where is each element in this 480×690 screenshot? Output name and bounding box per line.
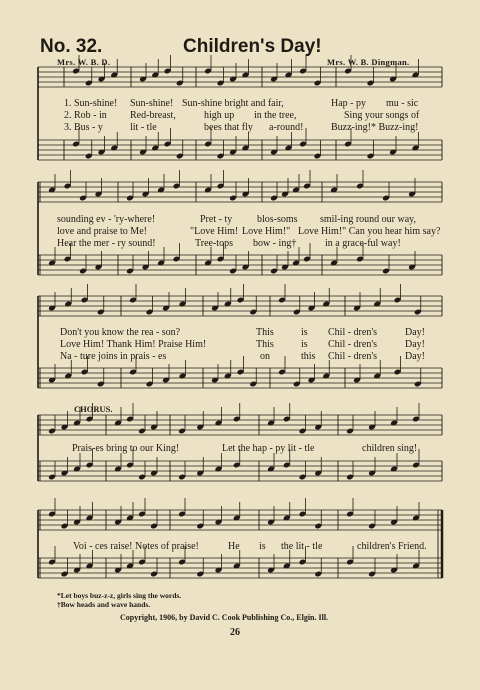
hymn-title: Children's Day!	[183, 36, 322, 57]
lyric-word: Love Him!" Can you hear him say?	[298, 226, 441, 237]
lyric-line	[57, 226, 461, 238]
chorus-label: CHORUS.	[74, 404, 113, 414]
lyric-line	[60, 351, 464, 363]
lyric-word: Day!	[405, 339, 425, 350]
lyric-word: Don't you know the rea - son?	[60, 327, 181, 338]
lyric-word: 3. Bus - y	[64, 122, 103, 133]
lyric-word: Hap - py	[331, 98, 366, 109]
lyric-word: Love Him!"	[242, 226, 291, 237]
lyric-word: in the tree,	[254, 110, 297, 121]
lyric-word: Day!	[405, 327, 425, 338]
copyright-notice: Copyright, 1906, by David C. Cook Publishing Co., Elgin. Ill.	[120, 613, 329, 622]
lyric-line	[73, 541, 477, 553]
lyric-line	[60, 339, 464, 351]
lyric-word: bow - ing†	[253, 238, 297, 249]
lyric-word: sounding ev - 'ry-where!	[57, 214, 156, 225]
lyric-line	[60, 327, 464, 339]
lyric-word: on	[260, 351, 270, 362]
lyric-line	[64, 98, 468, 110]
lyric-word: children sing!	[362, 443, 418, 454]
words-credit: Mrs. W. B. D.	[57, 57, 111, 67]
lyric-line	[64, 122, 468, 134]
lyric-word: Day!	[405, 351, 425, 362]
lyric-word: Voi - ces raise! Notes of praise!	[73, 541, 199, 552]
lyric-word: Sing your songs of	[344, 110, 420, 121]
lyric-word: is	[259, 541, 266, 552]
lyric-word: 1. Sun-shine!	[64, 98, 118, 109]
lyric-word: Sun-shine bright and fair,	[182, 98, 284, 109]
lyric-word: mu - sic	[386, 98, 419, 109]
footnote: †Bow heads and wave hands.	[57, 600, 151, 609]
lyric-word: 2. Rob - in	[64, 110, 107, 121]
lyric-line	[64, 110, 468, 122]
lyric-word: Na - ture joins in prais - es	[60, 351, 167, 362]
hymn-number: No. 32.	[40, 36, 103, 57]
lyric-word: bees that fly	[204, 122, 253, 133]
lyric-word: This	[256, 327, 274, 338]
lyric-word: He	[228, 541, 240, 552]
lyric-word: is	[301, 327, 308, 338]
music-credit: Mrs. W. B. Dingman.	[327, 57, 410, 67]
lyric-word: "Love Him!	[190, 226, 239, 237]
lyric-word: Chil - dren's	[328, 339, 378, 350]
lyric-word: this	[301, 351, 316, 362]
lyric-word: Love Him! Thank Him! Praise Him!	[60, 339, 207, 350]
lyric-word: Pret - ty	[200, 214, 233, 225]
lyric-word: the lit - tle	[281, 541, 323, 552]
lyric-word: smil-ing round our way,	[320, 214, 417, 225]
lyric-word: children's Friend.	[357, 541, 427, 552]
lyric-word: is	[301, 339, 308, 350]
lyric-word: Prais-es bring to our King!	[72, 443, 180, 454]
lyric-word: Buzz-ing!* Buzz-ing!	[331, 122, 419, 133]
lyric-word: Sun-shine!	[130, 98, 174, 109]
lyric-word: Chil - dren's	[328, 351, 378, 362]
lyric-line	[57, 214, 461, 226]
lyric-word: Tree-tops	[195, 238, 233, 249]
lyric-word: in a grace-ful way!	[325, 238, 401, 249]
page-number: 26	[230, 627, 240, 638]
lyric-line	[72, 443, 476, 455]
lyric-word: Hear the mer - ry sound!	[57, 238, 156, 249]
lyric-word: Let the hap - py lit - tle	[222, 443, 315, 454]
lyric-word: lit - tle	[130, 122, 157, 133]
lyric-word: This	[256, 339, 274, 350]
lyric-word: high up	[204, 110, 235, 121]
lyric-word: Red-breast,	[130, 110, 176, 121]
lyric-word: a-round!	[269, 122, 304, 133]
footnote: *Let boys buz-z-z, girls sing the words.	[57, 591, 182, 600]
lyric-word: Chil - dren's	[328, 327, 378, 338]
lyric-word: blos-soms	[257, 214, 298, 225]
lyric-line	[57, 238, 461, 250]
lyric-word: love and praise to Me!	[57, 226, 147, 237]
